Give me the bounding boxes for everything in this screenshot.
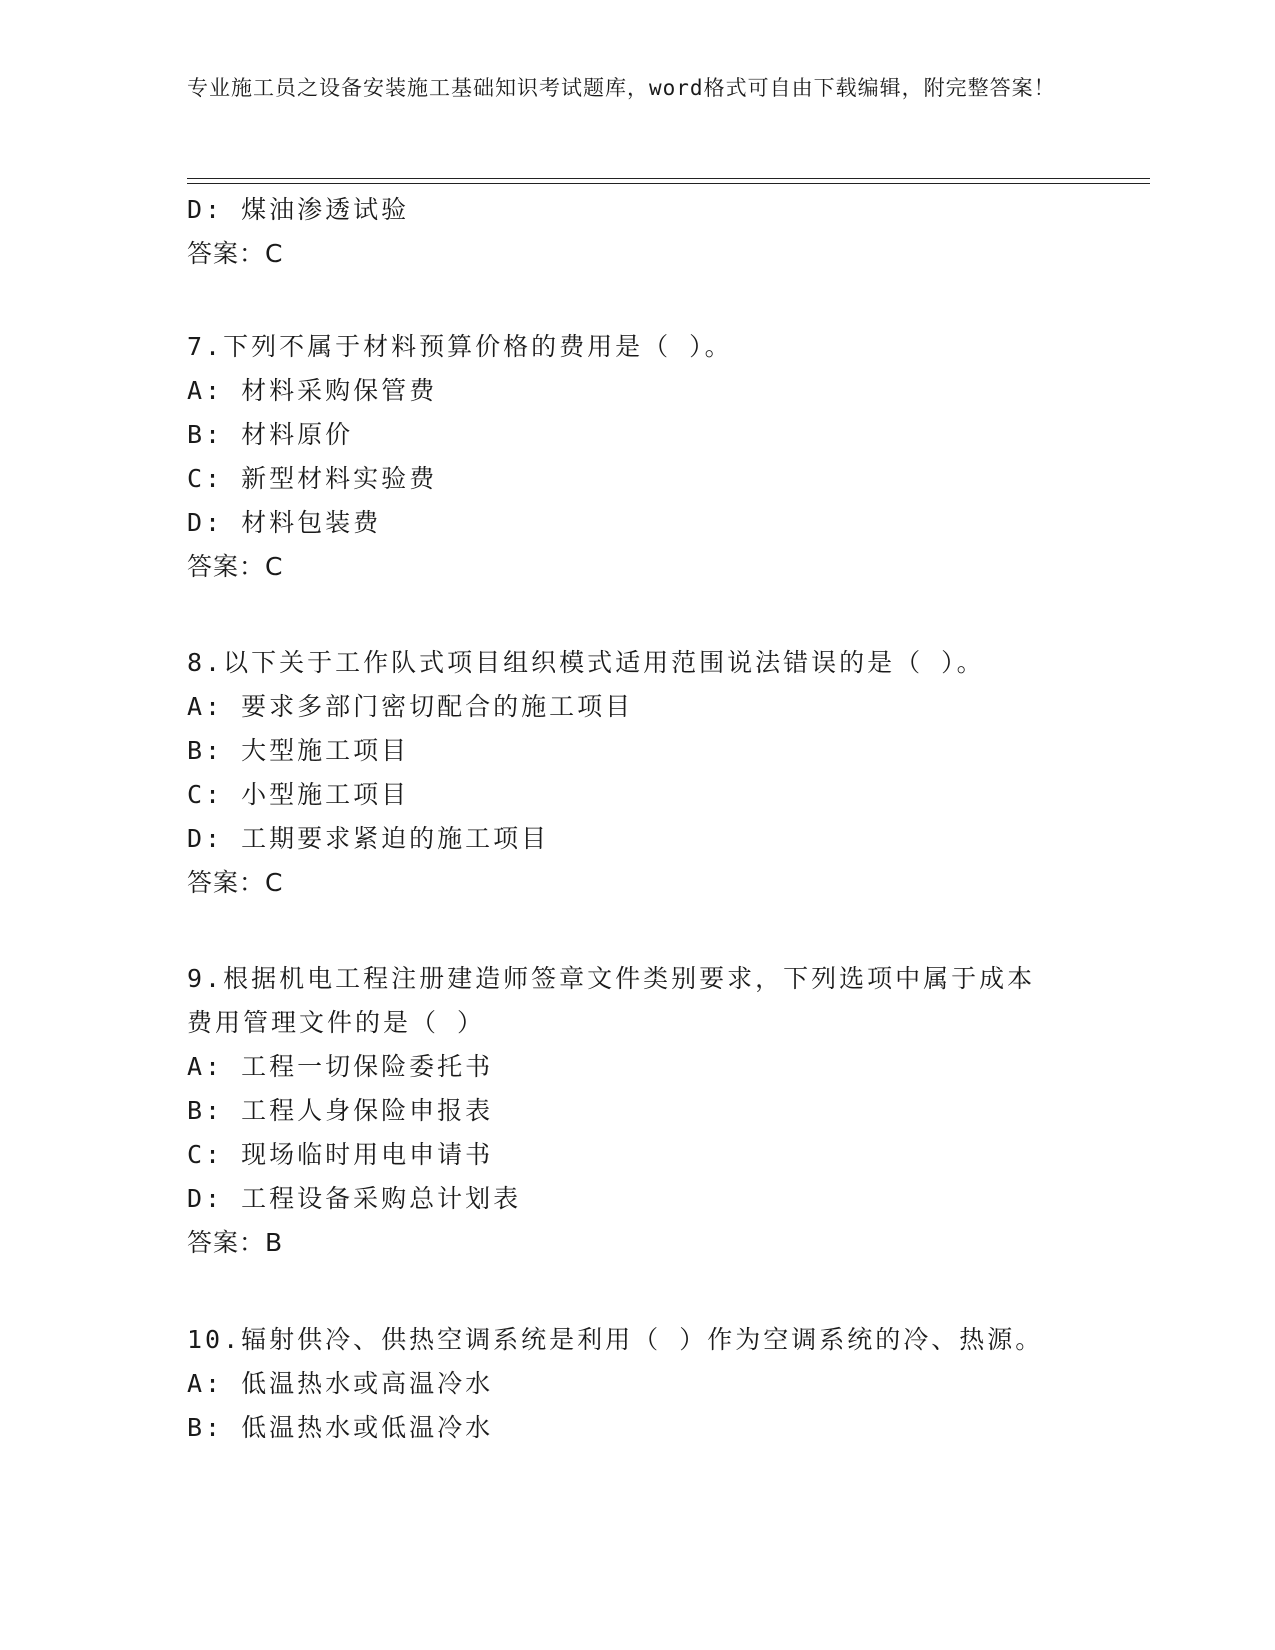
question-7-option-b: B: 材料原价 (187, 420, 354, 449)
document-header: 专业施工员之设备安装施工基础知识考试题库，word格式可自由下载编辑，附完整答案！ (187, 76, 1056, 100)
question-9-answer: 答案：B (187, 1228, 284, 1257)
question-10-stem: 10.辐射供冷、供热空调系统是利用（ ）作为空调系统的冷、热源。 (187, 1325, 1044, 1354)
question-9-option-a: A: 工程一切保险委托书 (187, 1052, 494, 1081)
question-8-stem: 8.以下关于工作队式项目组织模式适用范围说法错误的是（ ）。 (187, 648, 985, 677)
question-10-option-a: A: 低温热水或高温冷水 (187, 1369, 494, 1398)
question-7-option-a: A: 材料采购保管费 (187, 376, 438, 405)
question-6-option-d: D: 煤油渗透试验 (187, 195, 410, 224)
question-10-option-b: B: 低温热水或低温冷水 (187, 1413, 494, 1442)
question-7-option-d: D: 材料包装费 (187, 508, 382, 537)
question-7-answer: 答案：C (187, 552, 284, 581)
question-8-option-a: A: 要求多部门密切配合的施工项目 (187, 692, 634, 721)
question-8-option-b: B: 大型施工项目 (187, 736, 410, 765)
question-9-option-b: B: 工程人身保险申报表 (187, 1096, 494, 1125)
question-9-option-c: C: 现场临时用电申请书 (187, 1140, 494, 1169)
question-6-answer: 答案：C (187, 239, 284, 268)
question-9-stem-line2: 费用管理文件的是（ ） (187, 1008, 486, 1037)
question-7-option-c: C: 新型材料实验费 (187, 464, 438, 493)
question-7-stem: 7.下列不属于材料预算价格的费用是（ ）。 (187, 332, 733, 361)
question-8-option-c: C: 小型施工项目 (187, 780, 410, 809)
question-9-stem-line1: 9.根据机电工程注册建造师签章文件类别要求，下列选项中属于成本 (187, 964, 1036, 993)
header-divider-top (187, 178, 1150, 179)
question-8-option-d: D: 工期要求紧迫的施工项目 (187, 824, 550, 853)
question-8-answer: 答案：C (187, 868, 284, 897)
header-divider-bottom (187, 183, 1150, 184)
question-9-option-d: D: 工程设备采购总计划表 (187, 1184, 522, 1213)
